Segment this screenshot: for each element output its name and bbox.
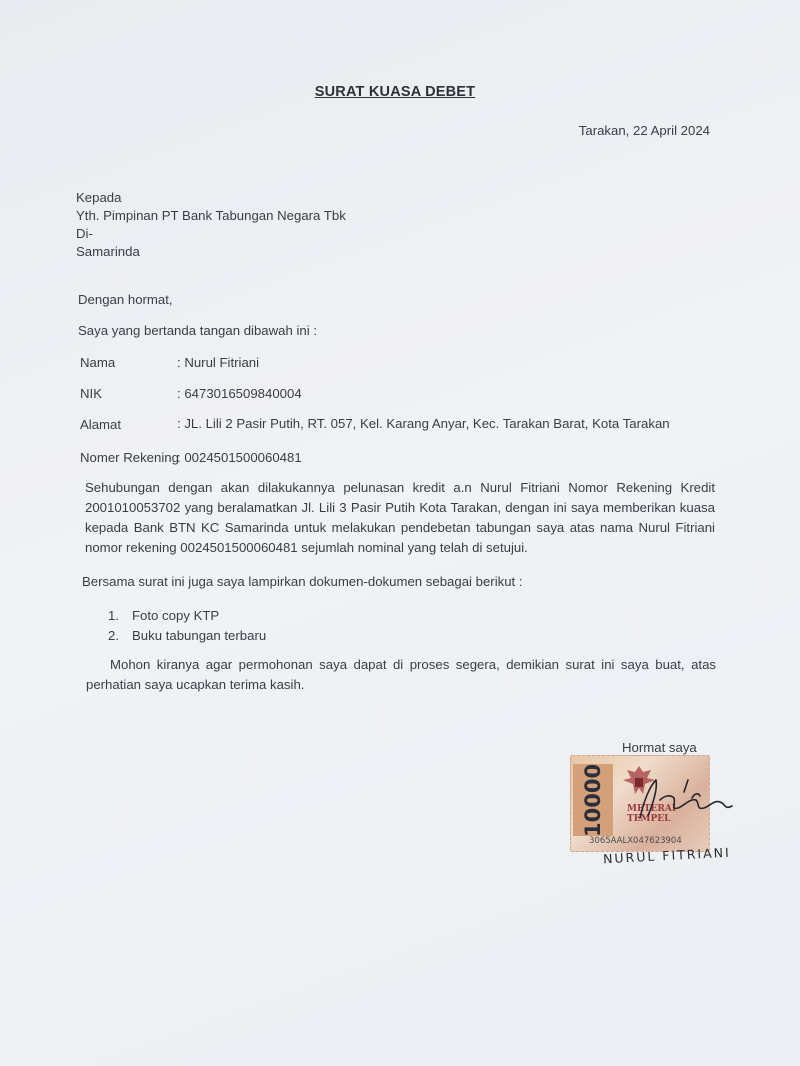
field-label-nik: NIK: [80, 386, 102, 401]
field-label-nama: Nama: [80, 355, 116, 370]
field-label-rekening: Nomer Rekening: [80, 450, 179, 465]
body-paragraph: Sehubungan dengan akan dilakukannya pelunasan kredit a.n Nurul Fitriani Nomor Rekening Kredit 2001010053702 yang beralamatkan Jl. Lili 3 Pasir Putih Kota Tarakan, dengan ini saya memberikan kuasa kepada Bank BTN KC Samarinda untuk melakukan pendebetan tabungan saya atas nama Nurul Fitriani nomor rekening 0024501500060481 sejumlah nominal yang telah di setujui.: [85, 480, 715, 555]
list-item-text: Foto copy KTP: [132, 608, 220, 623]
list-item-number: 1.: [108, 608, 119, 623]
stamp-value: 10000: [573, 764, 613, 836]
field-value-rekening: : 0024501500060481: [177, 450, 302, 465]
signoff: Hormat saya: [622, 740, 697, 755]
list-item-text: Buku tabungan terbaru: [132, 628, 267, 643]
recipient-line-3: Di-: [76, 226, 93, 241]
list-item-number: 2.: [108, 628, 119, 643]
greeting: Dengan hormat,: [78, 292, 173, 307]
letter-date: Tarakan, 22 April 2024: [578, 123, 710, 138]
stamp-label-1: METERAI: [627, 804, 677, 814]
list-item: [108, 626, 266, 646]
field-value-nama: : Nurul Fitriani: [177, 355, 260, 370]
field-value-nik: : 6473016509840004: [177, 386, 302, 401]
signature-name: NURUL FITRIANI: [602, 844, 732, 867]
stamp-label-2: TEMPEL: [627, 814, 671, 824]
recipient-line-1: Kepada: [76, 190, 122, 205]
attachment-list: [108, 606, 266, 646]
intro-line: Saya yang bertanda tangan dibawah ini :: [78, 323, 318, 338]
stamp-serial: 3065AALX047623904: [589, 836, 682, 846]
list-item: [108, 606, 266, 626]
recipient-line-4: Samarinda: [76, 244, 140, 259]
attachments-intro: Bersama surat ini juga saya lampirkan dokumen-dokumen sebagai berikut :: [82, 574, 523, 589]
recipient-line-2: Yth. Pimpinan PT Bank Tabungan Negara Tbk: [76, 208, 346, 223]
closing-paragraph: Mohon kiranya agar permohonan saya dapat di proses segera, demikian surat ini saya buat, atas perhatian saya ucapkan terima kasih.: [86, 657, 716, 692]
field-value-alamat: : JL. Lili 2 Pasir Putih, RT. 057, Kel. Karang Anyar, Kec. Tarakan Barat, Kota Tarakan: [177, 416, 670, 431]
field-label-alamat: Alamat: [80, 417, 122, 432]
handwritten-signature: [600, 770, 760, 830]
letter-title: SURAT KUASA DEBET: [314, 84, 476, 100]
